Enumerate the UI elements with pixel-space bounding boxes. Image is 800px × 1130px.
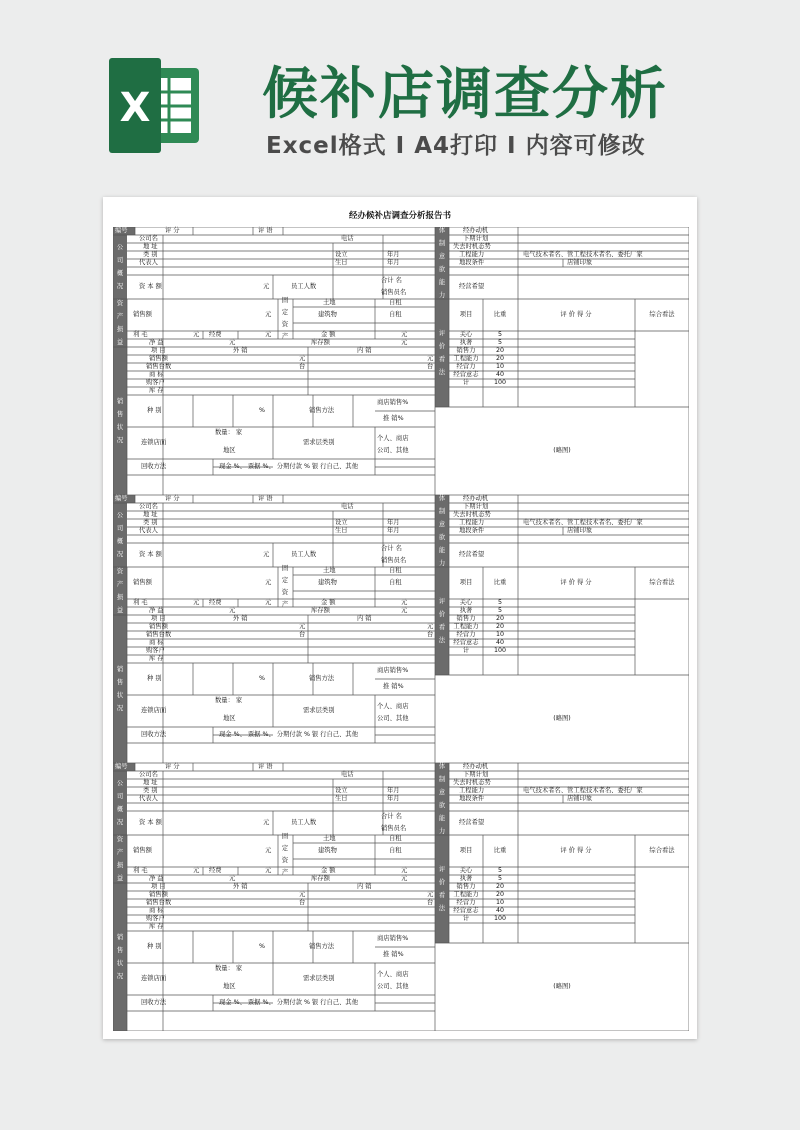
form-section <box>113 227 689 495</box>
engineering-label: 工程能力 <box>459 518 485 526</box>
chain-region-label: 地区 <box>223 714 236 722</box>
eval-row-item: 工程能力 <box>453 622 479 630</box>
net-profit-label: 净 益 <box>149 606 164 614</box>
sales-units-dom-unit: 台 <box>427 898 434 906</box>
kind-label: 种 别 <box>147 942 162 950</box>
band-system: 体制意欲能力 <box>438 495 446 567</box>
inventory-amount-unit: 元 <box>401 874 408 882</box>
sales-staff-label: 销售员名 <box>381 556 407 564</box>
net-profit-unit: 元 <box>229 606 236 614</box>
eval-row-item: 经营力 <box>456 630 476 638</box>
eval-row-weight: 40 <box>495 370 505 378</box>
location-label: 地段条件 <box>459 258 485 266</box>
band-evaluation: 评价看法 <box>438 330 446 376</box>
demand-type-label: 需求层类别 <box>303 438 335 446</box>
inventory-amount-label: 库存额 <box>311 606 330 614</box>
individual-shop-label: 个人、商店 <box>377 434 409 442</box>
category-label: 类 别 <box>143 518 158 526</box>
birth-label: 生日 <box>335 258 348 266</box>
band-assets: 资产损益 <box>116 300 124 346</box>
employees-label: 员工人数 <box>291 282 317 290</box>
chain-stores-label: 连锁店面 <box>141 706 167 714</box>
sales-item-header: 项 目 <box>151 882 166 890</box>
eval-row-item: 经营力 <box>456 362 476 370</box>
building-own-label: 自租 <box>389 578 402 586</box>
brand-label: 商 标 <box>149 638 164 646</box>
kind-percent: % <box>259 406 265 414</box>
eval-row-weight: 100 <box>493 646 507 654</box>
stock-label: 库 存 <box>149 654 164 662</box>
eval-score-header: 评 价 得 分 <box>560 310 592 318</box>
eval-row-weight: 20 <box>495 622 505 630</box>
eval-row-item: 计 <box>462 378 470 386</box>
capital-label: 资 本 额 <box>139 282 162 290</box>
eval-row-item: 销售力 <box>456 346 476 354</box>
eval-weight-header: 比重 <box>493 310 507 318</box>
eval-row-item: 经营意志 <box>453 906 479 914</box>
employees-label: 员工人数 <box>291 818 317 826</box>
band-system: 体制意欲能力 <box>438 227 446 299</box>
amount-label: 金 额 <box>321 866 336 874</box>
company-other-label: 公司、其他 <box>377 446 409 454</box>
chain-stores-label: 连锁店面 <box>141 438 167 446</box>
collection-detail: 现金 %、 票据 %、 分期付款 % 银 行自己、其他 <box>219 998 359 1006</box>
collection-method-label: 回收方法 <box>141 998 167 1006</box>
asset-sales-unit: 元 <box>265 846 272 854</box>
eval-row-weight: 100 <box>493 378 507 386</box>
sales-amount-ext-unit: 元 <box>299 622 306 630</box>
expense-label: 经费 <box>209 598 222 606</box>
push-sales-label: 推 销% <box>383 682 404 690</box>
year-month-2: 年月 <box>387 794 400 802</box>
plan-label: 下期计划 <box>463 234 489 242</box>
representative-label: 代表人 <box>139 794 158 802</box>
eval-row-weight: 5 <box>497 338 503 346</box>
representative-label: 代表人 <box>139 258 158 266</box>
sales-method-label: 销售方法 <box>309 942 335 950</box>
eval-row-item: 工程能力 <box>453 354 479 362</box>
rating-label: 评 语 <box>258 226 273 234</box>
eval-row-weight: 20 <box>495 354 505 362</box>
engineering-detail: 电气技术者名、管工程技术者名、委托厂家 <box>523 786 643 794</box>
excel-logo-letter: X <box>119 85 151 131</box>
capital-unit: 元 <box>263 818 270 826</box>
asset-sales-label: 销售额 <box>133 310 152 318</box>
expense-unit: 元 <box>265 866 272 874</box>
land-own-label: 自租 <box>389 566 402 574</box>
stock-label: 库 存 <box>149 922 164 930</box>
shop-sales-label: 商店销售% <box>377 934 409 942</box>
amount-unit: 元 <box>401 330 408 338</box>
company-name-label: 公司名 <box>139 502 158 510</box>
eval-score-header: 评 价 得 分 <box>560 578 592 586</box>
collection-method-label: 回收方法 <box>141 730 167 738</box>
inventory-amount-unit: 元 <box>401 338 408 346</box>
eval-row-item: 销售力 <box>456 614 476 622</box>
total-staff-label: 合计 名 <box>381 812 402 820</box>
land-label: 土地 <box>323 834 336 842</box>
eval-row-weight: 20 <box>495 346 505 354</box>
individual-shop-label: 个人、商店 <box>377 702 409 710</box>
band-sales: 销售状况 <box>116 934 124 980</box>
sales-method-label: 销售方法 <box>309 406 335 414</box>
external-sales-header: 外 销 <box>233 346 248 354</box>
motive-label: 经办动机 <box>463 226 489 234</box>
building-label: 建筑物 <box>318 846 337 854</box>
eval-row-item: 工程能力 <box>453 890 479 898</box>
eval-row-weight: 10 <box>495 898 505 906</box>
band-system: 体制意欲能力 <box>438 763 446 835</box>
shop-impression-label: 店铺印象 <box>567 526 593 534</box>
eval-row-weight: 20 <box>495 882 505 890</box>
domestic-sales-header: 内 销 <box>357 882 372 890</box>
collection-method-label: 回收方法 <box>141 462 167 470</box>
building-label: 建筑物 <box>318 578 337 586</box>
eval-row-item: 经营力 <box>456 898 476 906</box>
sales-staff-label: 销售员名 <box>381 824 407 832</box>
inventory-amount-label: 库存额 <box>311 874 330 882</box>
chain-stores-label: 连锁店面 <box>141 974 167 982</box>
band-sales: 销售状况 <box>116 398 124 444</box>
birth-label: 生日 <box>335 794 348 802</box>
sales-units-ext-unit: 台 <box>299 630 306 638</box>
band-evaluation: 评价看法 <box>438 598 446 644</box>
external-sales-header: 外 销 <box>233 614 248 622</box>
sales-amount-label: 销售额 <box>149 890 168 898</box>
form-grid <box>113 495 689 763</box>
motive-label: 经办动机 <box>463 762 489 770</box>
engineering-label: 工程能力 <box>459 786 485 794</box>
motive-label: 经办动机 <box>463 494 489 502</box>
amount-unit: 元 <box>401 866 408 874</box>
rating-label: 评 语 <box>258 762 273 770</box>
rating-label: 评 语 <box>258 494 273 502</box>
eval-overall-header: 综合看法 <box>649 310 675 318</box>
demand-type-label: 需求层类别 <box>303 706 335 714</box>
asset-sales-label: 销售额 <box>133 578 152 586</box>
established-label: 设立 <box>335 250 348 258</box>
eval-row-weight: 20 <box>495 614 505 622</box>
band-assets: 资产损益 <box>116 568 124 614</box>
excel-logo-icon <box>105 58 205 153</box>
category-label: 类 别 <box>143 250 158 258</box>
eval-row-item: 关心 <box>459 598 473 606</box>
shop-impression-label: 店铺印象 <box>567 258 593 266</box>
plan-label: 下期计划 <box>463 502 489 510</box>
chain-region-label: 地区 <box>223 982 236 990</box>
eval-score-header: 评 价 得 分 <box>560 846 592 854</box>
land-own-label: 自租 <box>389 834 402 842</box>
report-sheet <box>103 197 697 1039</box>
eval-overall-header: 综合看法 <box>649 846 675 854</box>
loss-attitude-label: 失去时机态势 <box>453 510 491 518</box>
shop-impression-label: 店铺印象 <box>567 794 593 802</box>
eval-row-item: 执著 <box>459 874 473 882</box>
external-sales-header: 外 销 <box>233 882 248 890</box>
land-own-label: 自租 <box>389 298 402 306</box>
sales-amount-dom-unit: 元 <box>427 354 434 362</box>
domestic-sales-header: 内 销 <box>357 614 372 622</box>
eval-row-weight: 5 <box>497 330 503 338</box>
phone-label: 电话 <box>341 770 354 778</box>
form-section <box>113 763 689 1031</box>
company-name-label: 公司名 <box>139 234 158 242</box>
land-label: 土地 <box>323 298 336 306</box>
asset-sales-unit: 元 <box>265 578 272 586</box>
chain-count-label: 数量： 家 <box>215 964 243 972</box>
gross-profit-unit: 元 <box>193 330 200 338</box>
sales-units-dom-unit: 台 <box>427 630 434 638</box>
net-profit-unit: 元 <box>229 874 236 882</box>
building-own-label: 自租 <box>389 846 402 854</box>
buyers-label: 购客户 <box>146 378 165 386</box>
sales-units-dom-unit: 台 <box>427 362 434 370</box>
year-month-1: 年月 <box>387 250 400 258</box>
eval-row-weight: 40 <box>495 638 505 646</box>
company-name-label: 公司名 <box>139 770 158 778</box>
sales-amount-dom-unit: 元 <box>427 622 434 630</box>
location-label: 地段条件 <box>459 794 485 802</box>
eval-row-weight: 10 <box>495 630 505 638</box>
address-label: 地 址 <box>143 242 158 250</box>
established-label: 设立 <box>335 518 348 526</box>
band-assets: 资产损益 <box>116 836 124 882</box>
band-sales: 销售状况 <box>116 666 124 712</box>
score-label: 评 分 <box>165 762 180 770</box>
banner-subtitle: Excel格式 I A4打印 I 内容可修改 <box>266 133 646 159</box>
net-profit-label: 净 益 <box>149 338 164 346</box>
established-label: 设立 <box>335 786 348 794</box>
eval-row-item: 经营意志 <box>453 370 479 378</box>
plan-label: 下期计划 <box>463 770 489 778</box>
sketch-label: (略图) <box>553 982 571 990</box>
eval-overall-header: 综合看法 <box>649 578 675 586</box>
engineering-detail: 电气技术者名、管工程技术者名、委托厂家 <box>523 250 643 258</box>
asset-sales-label: 销售额 <box>133 846 152 854</box>
eval-weight-header: 比重 <box>493 578 507 586</box>
eval-row-weight: 5 <box>497 866 503 874</box>
expense-unit: 元 <box>265 330 272 338</box>
domestic-sales-header: 内 销 <box>357 346 372 354</box>
loss-attitude-label: 失去时机态势 <box>453 242 491 250</box>
eval-row-item: 执著 <box>459 606 473 614</box>
brand-label: 商 标 <box>149 906 164 914</box>
brand-label: 商 标 <box>149 370 164 378</box>
capital-unit: 元 <box>263 282 270 290</box>
individual-shop-label: 个人、商店 <box>377 970 409 978</box>
buyers-label: 购客户 <box>146 914 165 922</box>
year-month-2: 年月 <box>387 526 400 534</box>
sales-units-label: 销售台数 <box>146 898 172 906</box>
expense-unit: 元 <box>265 598 272 606</box>
sales-item-header: 项 目 <box>151 614 166 622</box>
band-evaluation: 评价看法 <box>438 866 446 912</box>
collection-detail: 现金 %、 票据 %、 分期付款 % 银 行自己、其他 <box>219 730 359 738</box>
phone-label: 电话 <box>341 502 354 510</box>
sales-units-label: 销售台数 <box>146 630 172 638</box>
building-label: 建筑物 <box>318 310 337 318</box>
eval-item-header: 项目 <box>459 578 473 586</box>
amount-label: 金 额 <box>321 330 336 338</box>
management-hope-label: 经营希望 <box>459 818 485 826</box>
eval-item-header: 项目 <box>459 846 473 854</box>
sales-units-ext-unit: 台 <box>299 362 306 370</box>
representative-label: 代表人 <box>139 526 158 534</box>
sales-amount-label: 销售额 <box>149 354 168 362</box>
expense-label: 经费 <box>209 330 222 338</box>
address-label: 地 址 <box>143 778 158 786</box>
sales-method-label: 销售方法 <box>309 674 335 682</box>
band-company: 公司概况 <box>116 512 124 558</box>
sales-item-header: 项 目 <box>151 346 166 354</box>
collection-detail: 现金 %、 票据 %、 分期付款 % 银 行自己、其他 <box>219 462 359 470</box>
expense-label: 经费 <box>209 866 222 874</box>
amount-label: 金 额 <box>321 598 336 606</box>
shop-sales-label: 商店销售% <box>377 398 409 406</box>
eval-row-weight: 5 <box>497 598 503 606</box>
form-section <box>113 495 689 763</box>
gross-profit-unit: 元 <box>193 598 200 606</box>
kind-percent: % <box>259 674 265 682</box>
code-label: 编号 <box>115 494 128 502</box>
gross-profit-unit: 元 <box>193 866 200 874</box>
eval-weight-header: 比重 <box>493 846 507 854</box>
sales-amount-label: 销售额 <box>149 622 168 630</box>
stock-label: 库 存 <box>149 386 164 394</box>
total-staff-label: 合计 名 <box>381 544 402 552</box>
sketch-label: (略图) <box>553 714 571 722</box>
code-label: 编号 <box>115 226 128 234</box>
score-label: 评 分 <box>165 226 180 234</box>
form-grid <box>113 763 689 1031</box>
eval-row-weight: 10 <box>495 362 505 370</box>
sales-units-ext-unit: 台 <box>299 898 306 906</box>
gross-profit-label: 利 毛 <box>133 330 148 338</box>
total-staff-label: 合计 名 <box>381 276 402 284</box>
eval-row-weight: 40 <box>495 906 505 914</box>
inventory-amount-label: 库存额 <box>311 338 330 346</box>
birth-label: 生日 <box>335 526 348 534</box>
banner <box>0 0 800 190</box>
kind-label: 种 别 <box>147 674 162 682</box>
score-label: 评 分 <box>165 494 180 502</box>
net-profit-label: 净 益 <box>149 874 164 882</box>
loss-attitude-label: 失去时机态势 <box>453 778 491 786</box>
band-company: 公司概况 <box>116 244 124 290</box>
engineering-label: 工程能力 <box>459 250 485 258</box>
eval-row-item: 销售力 <box>456 882 476 890</box>
company-other-label: 公司、其他 <box>377 714 409 722</box>
category-label: 类 别 <box>143 786 158 794</box>
gross-profit-label: 利 毛 <box>133 866 148 874</box>
management-hope-label: 经营希望 <box>459 282 485 290</box>
year-month-1: 年月 <box>387 786 400 794</box>
eval-row-item: 关心 <box>459 866 473 874</box>
buyers-label: 购客户 <box>146 646 165 654</box>
chain-count-label: 数量： 家 <box>215 696 243 704</box>
eval-row-weight: 5 <box>497 606 503 614</box>
sales-units-label: 销售台数 <box>146 362 172 370</box>
fixed-assets-label: 固定资产 <box>281 833 289 876</box>
fixed-assets-label: 固定资产 <box>281 297 289 340</box>
location-label: 地段条件 <box>459 526 485 534</box>
chain-region-label: 地区 <box>223 446 236 454</box>
banner-title: 候补店调查分析 <box>262 62 668 127</box>
gross-profit-label: 利 毛 <box>133 598 148 606</box>
year-month-1: 年月 <box>387 518 400 526</box>
employees-label: 员工人数 <box>291 550 317 558</box>
land-label: 土地 <box>323 566 336 574</box>
phone-label: 电话 <box>341 234 354 242</box>
eval-row-item: 关心 <box>459 330 473 338</box>
push-sales-label: 推 销% <box>383 414 404 422</box>
sales-staff-label: 销售员名 <box>381 288 407 296</box>
inventory-amount-unit: 元 <box>401 606 408 614</box>
capital-label: 资 本 额 <box>139 550 162 558</box>
net-profit-unit: 元 <box>229 338 236 346</box>
eval-row-weight: 5 <box>497 874 503 882</box>
eval-row-weight: 20 <box>495 890 505 898</box>
kind-percent: % <box>259 942 265 950</box>
year-month-2: 年月 <box>387 258 400 266</box>
band-company: 公司概况 <box>116 780 124 826</box>
management-hope-label: 经营希望 <box>459 550 485 558</box>
kind-label: 种 别 <box>147 406 162 414</box>
code-label: 编号 <box>115 762 128 770</box>
sales-amount-ext-unit: 元 <box>299 354 306 362</box>
engineering-detail: 电气技术者名、管工程技术者名、委托厂家 <box>523 518 643 526</box>
eval-row-item: 计 <box>462 646 470 654</box>
eval-row-weight: 100 <box>493 914 507 922</box>
company-other-label: 公司、其他 <box>377 982 409 990</box>
address-label: 地 址 <box>143 510 158 518</box>
document-title: 经办候补店调查分析报告书 <box>348 211 451 221</box>
eval-row-item: 执著 <box>459 338 473 346</box>
eval-row-item: 计 <box>462 914 470 922</box>
form-grid <box>113 227 689 495</box>
fixed-assets-label: 固定资产 <box>281 565 289 608</box>
sales-amount-ext-unit: 元 <box>299 890 306 898</box>
demand-type-label: 需求层类别 <box>303 974 335 982</box>
asset-sales-unit: 元 <box>265 310 272 318</box>
amount-unit: 元 <box>401 598 408 606</box>
sketch-label: (略图) <box>553 446 571 454</box>
chain-count-label: 数量： 家 <box>215 428 243 436</box>
building-own-label: 自租 <box>389 310 402 318</box>
shop-sales-label: 商店销售% <box>377 666 409 674</box>
capital-label: 资 本 额 <box>139 818 162 826</box>
capital-unit: 元 <box>263 550 270 558</box>
eval-row-item: 经营意志 <box>453 638 479 646</box>
sales-amount-dom-unit: 元 <box>427 890 434 898</box>
eval-item-header: 项目 <box>459 310 473 318</box>
push-sales-label: 推 销% <box>383 950 404 958</box>
